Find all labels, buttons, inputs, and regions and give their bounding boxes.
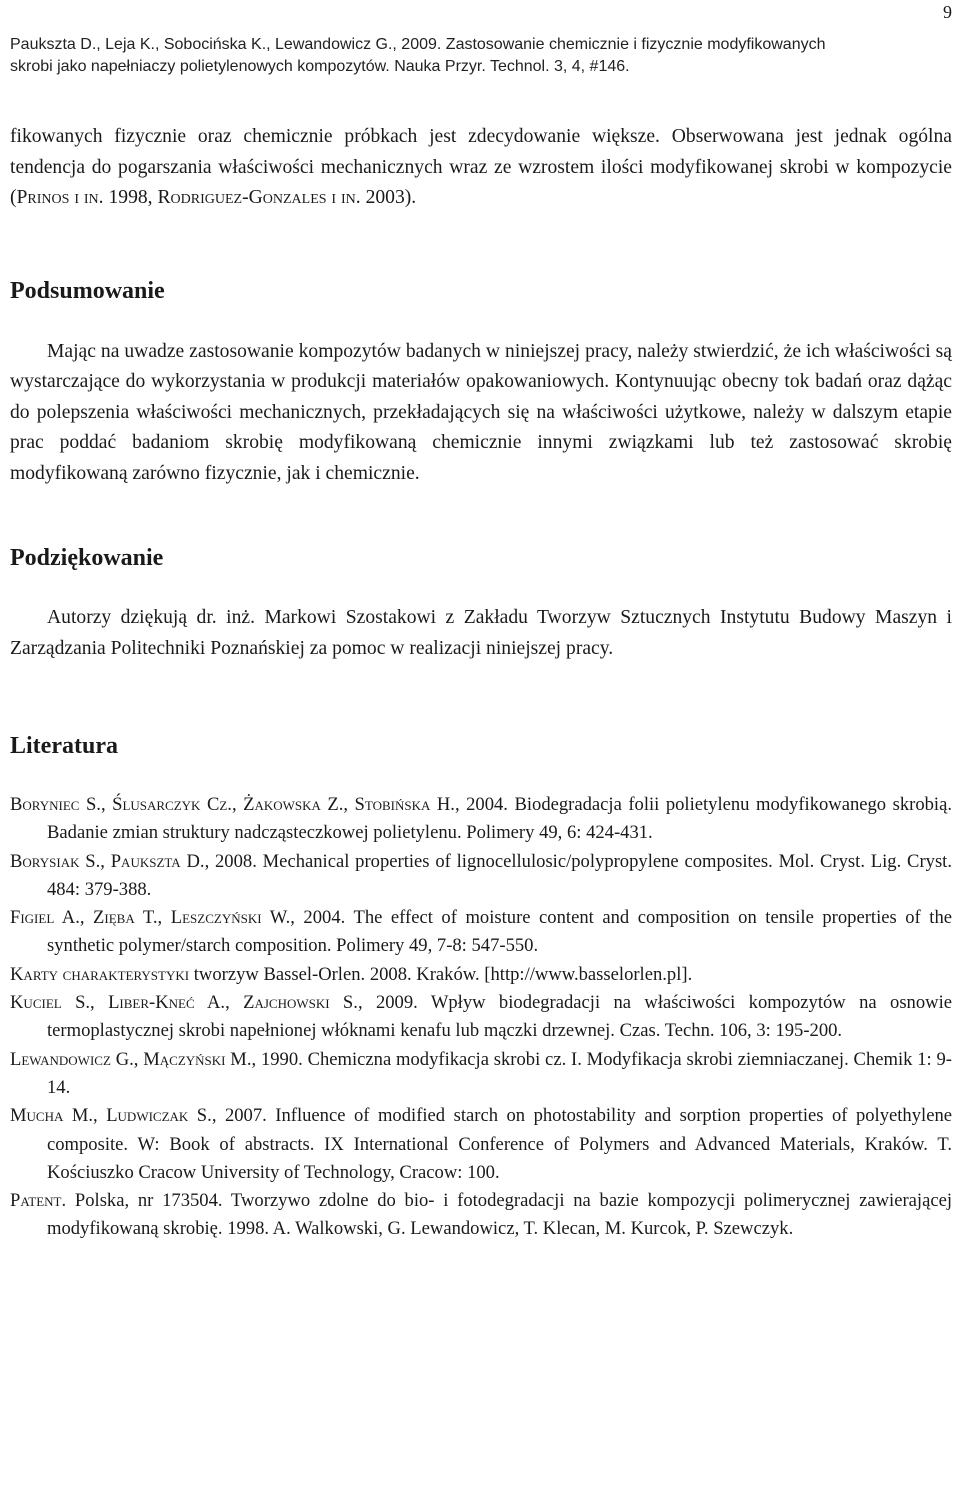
running-head-line-1: Paukszta D., Leja K., Sobocińska K., Lewandowicz G., 2009. Zastosowanie chemicznie i fizycznie modyfikowanych	[10, 36, 826, 53]
reference-authors: Lewandowicz G., Mączyński M.	[10, 1048, 252, 1070]
reference-authors: Figiel A., Zięba T., Leszczyński W.	[10, 907, 291, 929]
reference-authors: Kuciel S., Liber-Kneć A., Zajchowski S.	[10, 992, 358, 1014]
reference-text: , 2004. The effect of moisture content and composition on tensile properties of the synthetic polymer/starch composition. Polimery 49, 7-8: 547-550.	[47, 907, 953, 957]
acknowledgement-paragraph: Autorzy dziękują dr. inż. Markowi Szostakowi z Zakładu Tworzyw Sztucznych Instytutu Budowy Maszyn i Zarządzania Politechniki Poznańskiej za pomoc w realizacji niniejszej pracy.	[10, 607, 952, 659]
citation-prinos: Prinos i in.	[16, 187, 104, 208]
reference-item	[10, 961, 952, 989]
reference-text: , 2008. Mechanical properties of lignocellulosic/polypropylene composites. Mol. Cryst. Lig. Cryst. 484: 379-388.	[47, 850, 952, 900]
reference-item	[10, 904, 952, 961]
reference-item	[10, 791, 952, 848]
reference-item	[10, 1187, 952, 1244]
page-content	[10, 122, 952, 1244]
summary-paragraph: Mając na uwadze zastosowanie kompozytów badanych w niniejszej pracy, należy stwierdzić, że ich właściwości są wystarczające do wykorzystania w produkcji materiałów opakowaniowych. Kontynuując obecny tok badań oraz dążąc do polepszenia właściwości mechanicznych, przekładających się na właściwości użytkowe, należy w dalszym etapie prac poddać badaniom skrobię modyfikowaną chemicznie innymi związkami lub też zastosować skrobię modyfikowaną zarówno fizycznie, jak i chemicznie.	[10, 340, 952, 484]
reference-item	[10, 1102, 952, 1187]
reference-text: , 2004. Biodegradacja folii polietylenu modyfikowanego skrobią. Badanie zmian struktury nadcząsteczkowej polietylenu. Polimery 49, 6: 424-431.	[47, 794, 952, 844]
reference-authors: Karty charakterystyki	[10, 963, 190, 985]
reference-text: , 2009. Wpływ biodegradacji na właściwości kompozytów na osnowie termoplastycznej skrobi napełnionej włóknami kenafu lub mączki drzewnej. Czas. Techn. 106, 3: 195-200.	[47, 992, 952, 1042]
reference-item	[10, 989, 952, 1046]
intro-end: 2003).	[360, 187, 417, 208]
section-heading-summary: Podsumowanie	[10, 277, 165, 304]
intro-paragraph	[10, 122, 952, 214]
intro-text: fikowanych fizycznie oraz chemicznie próbkach jest zdecydowanie większe. Obserwowana jest jednak ogólna tendencja do pogarszania właściwości mechanicznych wraz ze wzrostem ilości modyfikowanej skrobi w kompozycie (	[10, 126, 952, 208]
intro-mid: 1998,	[103, 187, 158, 208]
page-number: 9	[943, 2, 952, 22]
reference-authors: Patent.	[10, 1190, 67, 1212]
running-head-line-2: skrobi jako napełniaczy polietylenowych kompozytów. Nauka Przyr. Technol. 3, 4, #146.	[10, 58, 630, 75]
reference-text: , 1990. Chemiczna modyfikacja skrobi cz. I. Modyfikacja skrobi ziemniaczanej. Chemik 1: 9-14.	[47, 1048, 952, 1098]
reference-text: tworzyw Bassel-Orlen. 2008. Kraków. [http://www.basselorlen.pl].	[189, 963, 693, 985]
reference-authors: Boryniec S., Ślusarczyk Cz., Żakowska Z., Stobińska H.	[10, 794, 455, 815]
running-head	[10, 34, 952, 78]
reference-text: Polska, nr 173504. Tworzywo zdolne do bio- i fotodegradacji na bazie kompozycji polimerycznej zawierającej modyfikowaną skrobię. 1998. A. Walkowski, G. Lewandowicz, T. Klecan, M. Kurcok, P. Szewczyk.	[47, 1190, 952, 1240]
reference-text: , 2007. Influence of modified starch on photostability and sorption properties of polyethylene composite. W: Book of abstracts. IX International Conference of Polymers and Advanced Materials, Kraków. T. Kościuszko Cracow University of Technology, Cracow: 100.	[47, 1105, 952, 1183]
reference-list	[10, 791, 952, 1244]
section-heading-literature: Literatura	[10, 733, 118, 759]
section-heading-acknowledgement: Podziękowanie	[10, 545, 164, 571]
reference-item	[10, 1046, 952, 1103]
reference-item	[10, 848, 952, 905]
citation-rodriguez: Rodriguez-Gonzales i in.	[157, 187, 361, 208]
reference-authors: Borysiak S., Paukszta D.	[10, 850, 205, 872]
reference-authors: Mucha M., Ludwiczak S.	[10, 1105, 212, 1127]
